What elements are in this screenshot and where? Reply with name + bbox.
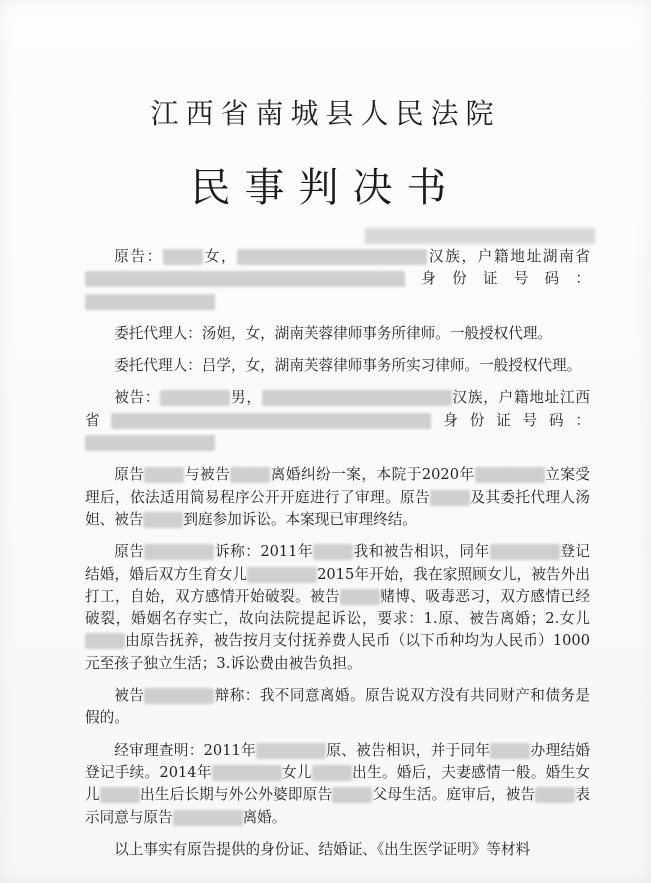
redacted-name: [163, 249, 203, 265]
redacted-name: [85, 633, 125, 649]
redacted-date: [212, 765, 282, 781]
redacted-date: [313, 544, 353, 560]
case-intro-paragraph: 原告 与被告 离婚纠纷一案，本院于2020年 立案受理后，依法适用简易程序公开开庭进行了审理。原告 及其委托代理人汤妲、被告 到庭参加诉讼。本案现已审理终结。: [85, 466, 590, 528]
redacted-name: [332, 787, 372, 803]
agent-paragraph-2: 委托代理人：吕学，女，湖南芙蓉律师事务所实习律师。一般授权代理。: [114, 357, 582, 375]
redacted-id-number: [85, 435, 215, 451]
redacted-id-number: [85, 294, 215, 310]
document-title: 民事判决书: [190, 165, 461, 211]
court-name: 江西省南城县人民法院: [150, 97, 501, 130]
redacted-address: [85, 271, 405, 287]
redacted-birthdate: [262, 390, 452, 406]
redacted-case-number: [365, 228, 595, 244]
redacted-name: [340, 589, 380, 605]
evidence-paragraph: 以上事实有原告提供的身份证、结婚证、《出生医学证明》等材料: [114, 840, 531, 858]
redacted-date: [490, 544, 560, 560]
agent-paragraph-1: 委托代理人：汤妲，女，湖南芙蓉律师事务所律师。一般授权代理。: [114, 324, 553, 342]
redacted-name: [144, 467, 184, 483]
redacted-name: [430, 490, 470, 506]
redacted-date: [475, 467, 545, 483]
redacted-birthdate: [237, 249, 427, 265]
redacted-date: [256, 743, 326, 759]
defendant-paragraph: 被告： 男， 汉族，户籍地址江西省 身份证号码：: [85, 387, 590, 454]
redacted-name: [143, 512, 183, 528]
redacted-name: [312, 765, 352, 781]
redacted-name: [144, 688, 214, 704]
redacted-address: [111, 413, 431, 429]
redacted-name: [100, 787, 140, 803]
redacted-name: [144, 544, 214, 560]
defendant-defense-paragraph: 被告 辩称：我不同意离婚。原告说双方没有共同财产和债务是假的。: [85, 687, 590, 727]
redacted-name: [160, 390, 230, 406]
plaintiff-claim-paragraph: 原告 诉称：2011年 我和被告相识，同年 登记结婚，婚后双方生育女儿 2015年开始，我在家照顾女儿，被告外出打工，自始，双方感情开始破裂。被告 赌博、吸毒恶习，双方感情已经破裂，婚姻名存实亡，故向法院提起诉讼，要求：1.原、被告离婚；2.女儿由原告抚养，被告按月支付抚养费人民币（以下币种均为人民币）1000元至孩子独立生活；3.诉讼费由被告负担。: [85, 543, 590, 672]
findings-paragraph: 经审理查明：2011年 原、被告相识，并于同年 办理结婚登记手续。2014年 女儿 出生。婚后，夫妻感情一般。婚生女儿 出生后长期与外公外婆即原告 父母生活。庭审后，被告 表示同意与原告 离婚。: [85, 741, 590, 826]
redacted-date: [490, 743, 530, 759]
redacted-name: [535, 787, 575, 803]
plaintiff-paragraph: 原告： 女， 汉族，户籍地址湖南省身份证号码：: [85, 246, 590, 313]
redacted-name: [173, 810, 243, 826]
redacted-name: [230, 467, 270, 483]
redacted-name: [247, 567, 317, 583]
judgment-body: [85, 246, 590, 871]
